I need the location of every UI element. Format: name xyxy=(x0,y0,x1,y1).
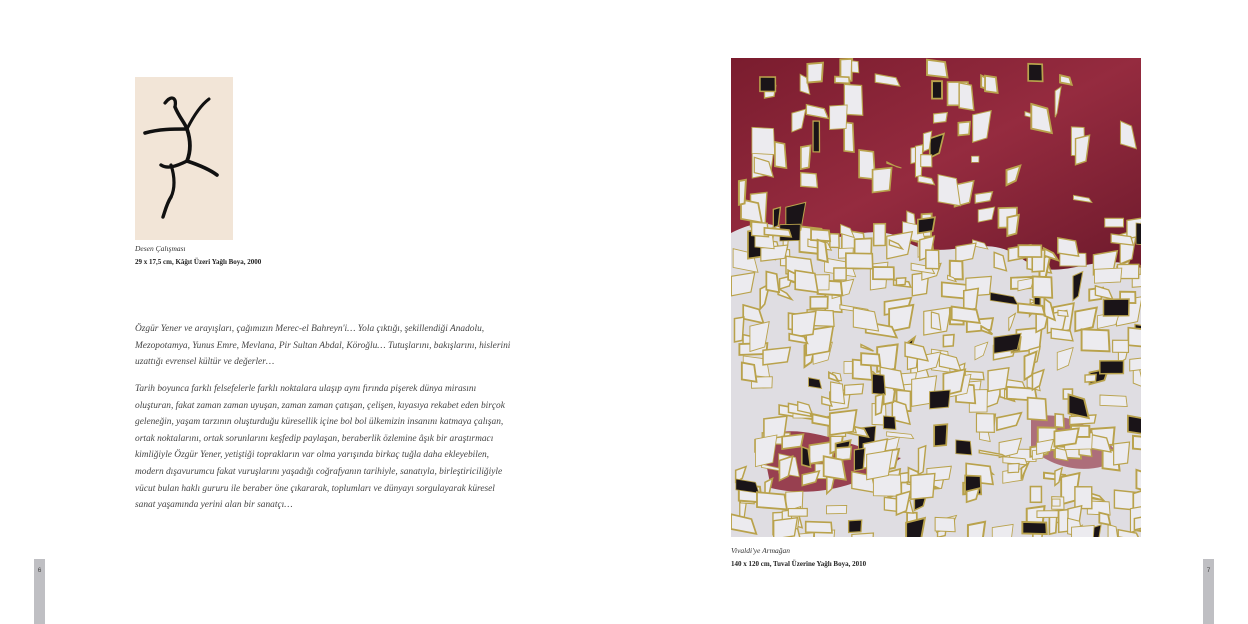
intro-paragraph: Özgür Yener ve arayışları, çağımızın Merec-el Bahreyn'i… Yola çıktığı, şekillendiği Anadolu, Mezopotamya, Yunus Emre, Mevlana, Pir Sultan Abdal, Köroğlu… Tutuşlarını, bakışlarını, hislerini uzattığı evrensel kültür ve değerler… xyxy=(135,324,511,368)
sketch-details-caption: 29 x 17,5 cm, Kâğıt Üzeri Yağlı Boya, 2000 xyxy=(135,258,262,266)
page-number-left: 6 xyxy=(37,567,42,574)
painting-details-caption: 140 x 120 cm, Tuval Üzerine Yağlı Boya, 2010 xyxy=(731,560,867,568)
abstract-painting xyxy=(731,58,1141,537)
sketch-title-caption: Desen Çalışması xyxy=(135,244,186,253)
painting-image xyxy=(731,58,1141,537)
sketch-artwork-image xyxy=(135,77,233,240)
page-number-right: 7 xyxy=(1206,567,1211,574)
painting-title-caption: Vivaldi'ye Armağan xyxy=(731,546,791,555)
dancing-figure-sketch xyxy=(135,77,233,240)
essay-paragraph: Tarih boyunca farklı felsefelerle farklı noktalara ulaşıp aynı fırında pişerek dünya mirasını oluşturan, fakat zaman zaman uyuşan, zaman zaman çatışan, çelişen, kıyasıya rekabet eden birçok geleneğin, yaşam tarzının oluşturduğu küresellik içine bol bol ülkemizin insanını katmaya çalışan, ortak noktalarını, ortak sorunlarını keşfedip paylaşan, beraberlik özlemine âşık bir araştırmacı kimliğiyle Özgür Yener, yetiştiği toprakların var olma yarışında birkaç tuğla daha ekleyebilen, modern dışavurumcu fakat vuruşlarını yaşadığı coğrafyanın tarihiyle, sanatıyla, birleştiriciliğiyle vücut bulan haklı gururu ile beraber öne çıkararak, toplumları ve dünyayı sorgulayarak küresel sanat yaşamında yerini alan bir sanatçı… xyxy=(135,384,505,511)
